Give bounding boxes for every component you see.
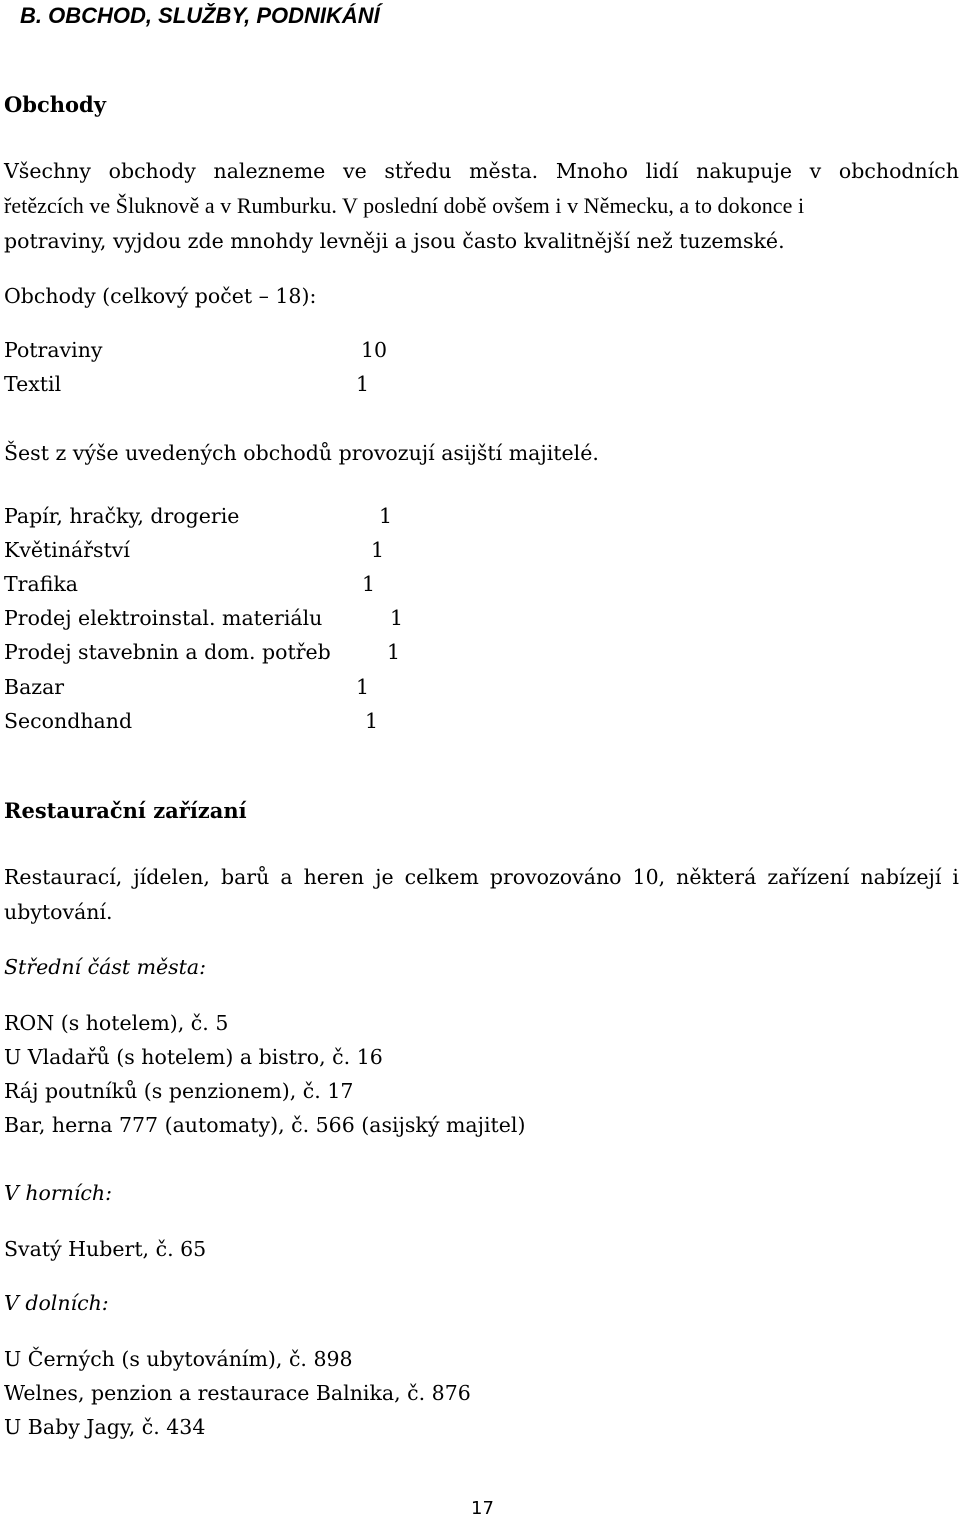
restaurants-intro-line-2: ubytování. [4,900,113,924]
shop-item-count: 1 [379,504,393,528]
chapter-title: B. OBCHOD, SLUŽBY, PODNIKÁNÍ [20,3,380,28]
restaurant-item: U Černých (s ubytováním), č. 898 [4,1347,353,1371]
shop-item-label: Textil [4,372,62,396]
restaurants-intro-line-1: Restaurací, jídelen, barů a heren je celkem provozováno 10, některá zařízení nabízejí i [4,865,959,889]
restaurant-item: Bar, herna 777 (automaty), č. 566 (asijský majitel) [4,1113,526,1137]
restaurant-item: U Vladařů (s hotelem) a bistro, č. 16 [4,1045,383,1069]
shop-item-label: Secondhand [4,709,133,733]
shop-item-count: 1 [356,675,370,699]
shop-item-count: 10 [361,338,388,362]
shop-item-count: 1 [371,538,385,562]
shops-total-label: Obchody (celkový počet – 18): [4,284,317,308]
upper-heading: V horních: [4,1181,113,1205]
shop-item-count: 1 [362,572,376,596]
shop-item-count: 1 [356,372,370,396]
shop-item-label: Prodej elektroinstal. materiálu [4,606,323,630]
shops-intro-line-3: potraviny, vyjdou zde mnohdy levněji a jsou často kvalitnější než tuzemské. [4,229,785,253]
shops-intro-line-1: Všechny obchody nalezneme ve středu města. Mnoho lidí nakupuje v obchodních [4,159,959,183]
shop-item-label: Bazar [4,675,65,699]
shop-item-label: Papír, hračky, drogerie [4,504,240,528]
shops-intro-line-2: řetězcích ve Šluknově a v Rumburku. V poslední době ovšem i v Německu, a to dokonce i [4,193,805,218]
shop-item-label: Prodej stavebnin a dom. potřeb [4,640,331,664]
restaurant-item: Welnes, penzion a restaurace Balnika, č. 876 [4,1381,471,1405]
lower-heading: V dolních: [4,1291,109,1315]
shop-item-count: 1 [390,606,404,630]
shop-item-count: 1 [387,640,401,664]
shop-item-label: Trafika [4,572,79,596]
page-number: 17 [471,1498,494,1519]
restaurant-item: RON (s hotelem), č. 5 [4,1011,229,1035]
restaurant-item: U Baby Jagy, č. 434 [4,1415,206,1439]
shop-item-count: 1 [365,709,379,733]
shop-item-label: Květinářství [4,538,130,562]
asian-owners-note: Šest z výše uvedených obchodů provozují asijští majitelé. [4,441,599,465]
restaurant-item: Svatý Hubert, č. 65 [4,1237,207,1261]
restaurant-item: Ráj poutníků (s penzionem), č. 17 [4,1079,354,1103]
shops-heading: Obchody [4,92,106,117]
restaurants-heading: Restaurační zařízaní [4,798,247,823]
shop-item-label: Potraviny [4,338,103,362]
center-heading: Střední část města: [4,955,207,979]
